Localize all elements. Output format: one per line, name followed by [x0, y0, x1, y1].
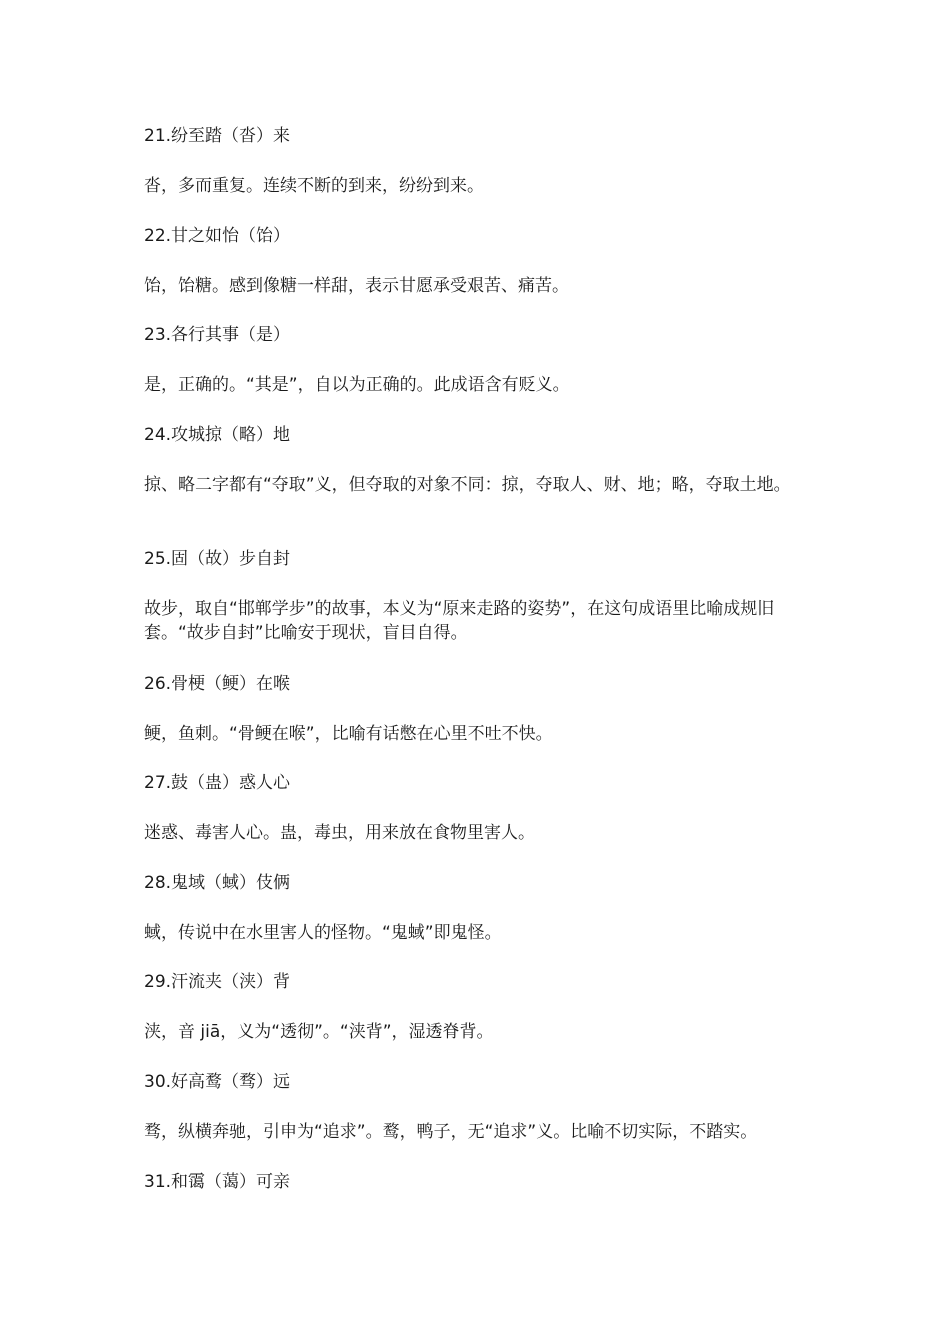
entry-title: 24.攻城掠（略）地: [144, 425, 291, 445]
entry-body: 骛，纵横奔驰，引申为“追求”。鹜，鸭子，无“追求”义。比喻不切实际，不踏实。: [144, 1122, 758, 1142]
entry-body: 掠、略二字都有“夺取”义，但夺取的对象不同：掠，夺取人、财、地；略，夺取土地。: [144, 475, 791, 495]
entry-title: 26.骨梗（鲠）在喉: [144, 674, 291, 694]
entry-body: 沓，多而重复。连续不断的到来，纷纷到来。: [144, 176, 484, 196]
entry-title: 28.鬼域（蜮）伎俩: [144, 873, 291, 893]
entry-body: 是，正确的。“其是”，自以为正确的。此成语含有贬义。: [144, 375, 570, 395]
entry-title: 29.汗流夹（浃）背: [144, 972, 291, 992]
entry-body: 鲠，鱼刺。“骨鲠在喉”，比喻有话憋在心里不吐不快。: [144, 724, 553, 744]
entry-title: 27.鼓（蛊）惑人心: [144, 773, 291, 793]
entry-title: 22.甘之如怡（饴）: [144, 226, 291, 246]
entry-title: 25.固（故）步自封: [144, 549, 291, 569]
entry-body: 故步，取自“邯郸学步”的故事，本义为“原来走路的姿势”，在这句成语里比喻成规旧套。“故步自封”比喻安于现状，盲目自得。: [144, 599, 775, 643]
entry-body: 浃，音 jiā，义为“透彻”。“浃背”，湿透脊背。: [144, 1022, 494, 1042]
entry-body: 迷惑、毒害人心。蛊，毒虫，用来放在食物里害人。: [144, 823, 535, 843]
entry-body: 蜮，传说中在水里害人的怪物。“鬼蜮”即鬼怪。: [144, 923, 502, 943]
entry-title: 21.纷至踏（沓）来: [144, 126, 291, 146]
entry-title: 31.和霭（蔼）可亲: [144, 1172, 291, 1192]
entry-title: 23.各行其事（是）: [144, 325, 291, 345]
entry-title: 30.好高鹜（骛）远: [144, 1072, 291, 1092]
entry-body: 饴，饴糖。感到像糖一样甜，表示甘愿承受艰苦、痛苦。: [144, 276, 569, 296]
